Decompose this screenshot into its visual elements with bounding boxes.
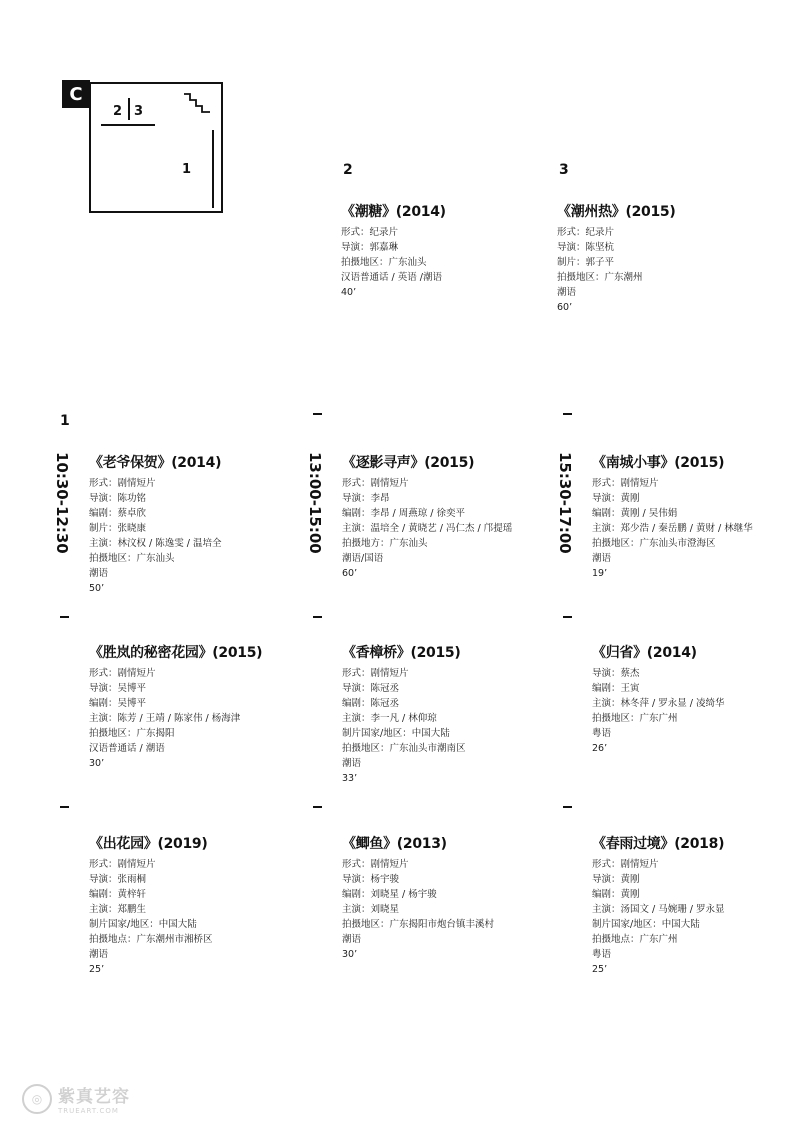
film-info: 导演：陈冠丞 [342,683,400,694]
film-title: 《鲫鱼》(2013) [342,836,447,852]
film-title: 《南城小事》(2015) [592,455,725,471]
film-info: 形式：剧情短片 [89,668,156,679]
film-info: 潮语 [557,287,577,298]
divider-dash [313,413,322,415]
film-info: 制片：张晓康 [89,523,147,534]
film-info: 编剧：吴博平 [89,698,147,709]
film-info: 编剧：蔡卓欣 [89,508,147,519]
film-card-guisheng [592,642,792,756]
film-duration: 60’ [342,568,358,579]
film-info: 导演：黄刚 [592,493,640,504]
film-info: 形式：剧情短片 [342,478,409,489]
column-number-2: 2 [343,162,353,178]
film-duration: 26’ [592,743,608,754]
film-card-shenglan [89,642,289,771]
divider-dash [60,806,69,808]
film-info: 潮语 [592,553,612,564]
film-info: 粤语 [592,728,612,739]
film-info: 形式：剧情短片 [89,859,156,870]
film-info: 形式：剧情短片 [342,859,409,870]
film-info: 汉语普通话 / 英语 /潮语 [341,272,442,283]
film-duration: 25’ [89,964,105,975]
film-duration: 60’ [557,302,573,313]
film-title: 《逐影寻声》(2015) [342,455,475,471]
time-slot-1: 10:30-12:30 [53,452,71,554]
column-number-1: 1 [60,413,70,429]
film-info: 导演：郭嘉琳 [341,242,399,253]
film-info: 编剧：刘晓星 / 杨宇骏 [342,889,437,900]
film-info: 编剧：黄刚 / 吴伟娟 [592,508,678,519]
film-info: 主演：汤国文 / 马婉珊 / 罗永显 [592,904,725,915]
film-info: 形式：剧情短片 [89,478,156,489]
watermark-name: 紫真艺容 [58,1087,130,1107]
film-card-laoyebaohe [89,452,289,596]
time-slot-2: 13:00-15:00 [306,452,324,554]
film-info: 主演：陈芳 / 王靖 / 陈家伟 / 杨海津 [89,713,241,724]
film-card-jiyu [342,833,542,962]
film-info: 拍摄地区：广东揭阳市炮台镇丰溪村 [342,919,495,930]
film-info: 拍摄地点：广东广州 [592,934,678,945]
film-info: 潮语 [342,934,362,945]
film-info: 形式：剧情短片 [592,859,659,870]
map-label-2: 2 [113,104,123,119]
divider-dash [563,413,572,415]
film-info: 粤语 [592,949,612,960]
film-card-nanchengxiaoshi [592,452,792,581]
film-info: 导演：黄刚 [592,874,640,885]
film-title: 《出花园》(2019) [89,836,208,852]
film-info: 拍摄地区：广东汕头 [341,257,427,268]
film-duration: 19’ [592,568,608,579]
film-info: 导演：李昂 [342,493,390,504]
film-info: 制片国家/地区：中国大陆 [592,919,700,930]
film-info: 拍摄地区：广东广州 [592,713,678,724]
film-info: 导演：陈坚杭 [557,242,615,253]
film-info: 潮语 [342,758,362,769]
film-info: 编剧：黄梓轩 [89,889,147,900]
film-info: 主演：刘晓星 [342,904,400,915]
film-duration: 30’ [342,949,358,960]
film-card-chunyuguojing [592,833,792,977]
film-duration: 50’ [89,583,105,594]
film-info: 导演：蔡杰 [592,668,640,679]
film-info: 导演：陈功铭 [89,493,147,504]
film-card-chuhuayuan [89,833,289,977]
divider-dash [313,616,322,618]
film-info: 编剧：李昂 / 周燕琼 / 徐奕平 [342,508,465,519]
section-tag: C [62,80,90,108]
film-info: 编剧：黄刚 [592,889,640,900]
film-title: 《春雨过境》(2018) [592,836,725,852]
film-info: 主演：郑少浩 / 秦岳鹏 / 黄财 / 林继华 [592,523,753,534]
film-info: 主演：李一凡 / 林仰琼 [342,713,437,724]
map-divider [128,98,130,120]
film-duration: 30’ [89,758,105,769]
film-duration: 40’ [341,287,357,298]
film-info: 形式：纪录片 [341,227,399,238]
film-info: 潮语 [89,568,109,579]
film-duration: 33’ [342,773,358,784]
film-card-chaozhoure [557,201,757,315]
film-info: 主演：林汶权 / 陈逸雯 / 温培全 [89,538,222,549]
film-info: 形式：剧情短片 [592,478,659,489]
film-info: 主演：林冬萍 / 罗永显 / 凌绮华 [592,698,725,709]
film-info: 拍摄地区：广东汕头市潮南区 [342,743,466,754]
film-info: 导演：张雨桐 [89,874,147,885]
film-info: 制片：郭子平 [557,257,615,268]
watermark-url: TRUEART.COM [58,1107,119,1115]
film-title: 《香樟桥》(2015) [342,645,461,661]
film-title: 《潮州热》(2015) [557,204,676,220]
film-info: 导演：吴博平 [89,683,147,694]
film-title: 《胜岚的秘密花园》(2015) [89,645,263,661]
film-info: 拍摄地方：广东汕头 [342,538,428,549]
film-card-xiangzhangqiao [342,642,542,786]
film-info: 拍摄地区：广东汕头市澄海区 [592,538,716,549]
map-wall [101,124,155,126]
divider-dash [60,616,69,618]
film-info: 导演：杨宇骏 [342,874,400,885]
film-info: 形式：纪录片 [557,227,615,238]
watermark-logo-icon: ◎ [22,1084,52,1114]
film-card-zhuyingxunsheng [342,452,542,581]
film-info: 拍摄地点：广东潮州市湘桥区 [89,934,213,945]
film-info: 编剧：陈冠丞 [342,698,400,709]
film-info: 潮语/国语 [342,553,384,564]
watermark [22,1082,130,1115]
film-info: 汉语普通话 / 潮语 [89,743,165,754]
map-label-3: 3 [134,104,144,119]
film-info: 潮语 [89,949,109,960]
film-title: 《潮糖》(2014) [341,204,446,220]
film-info: 制片国家/地区：中国大陆 [342,728,450,739]
time-slot-3: 15:30-17:00 [556,452,574,554]
film-title: 《老爷保贺》(2014) [89,455,222,471]
divider-dash [563,616,572,618]
stairs-icon [183,92,215,116]
film-info: 编剧：王寅 [592,683,640,694]
map-label-1: 1 [182,162,192,177]
column-number-3: 3 [559,162,569,178]
film-info: 拍摄地区：广东汕头 [89,553,175,564]
film-info: 制片国家/地区：中国大陆 [89,919,197,930]
film-duration: 25’ [592,964,608,975]
map-screen-line [212,130,214,208]
film-info: 拍摄地区：广东揭阳 [89,728,175,739]
divider-dash [563,806,572,808]
film-title: 《归省》(2014) [592,645,697,661]
divider-dash [313,806,322,808]
film-info: 主演：温培全 / 黄晓艺 / 冯仁杰 / 邝提瑶 [342,523,513,534]
film-info: 拍摄地区：广东潮州 [557,272,643,283]
film-info: 形式：剧情短片 [342,668,409,679]
film-card-chaotang [341,201,541,300]
film-info: 主演：郑鹏生 [89,904,147,915]
